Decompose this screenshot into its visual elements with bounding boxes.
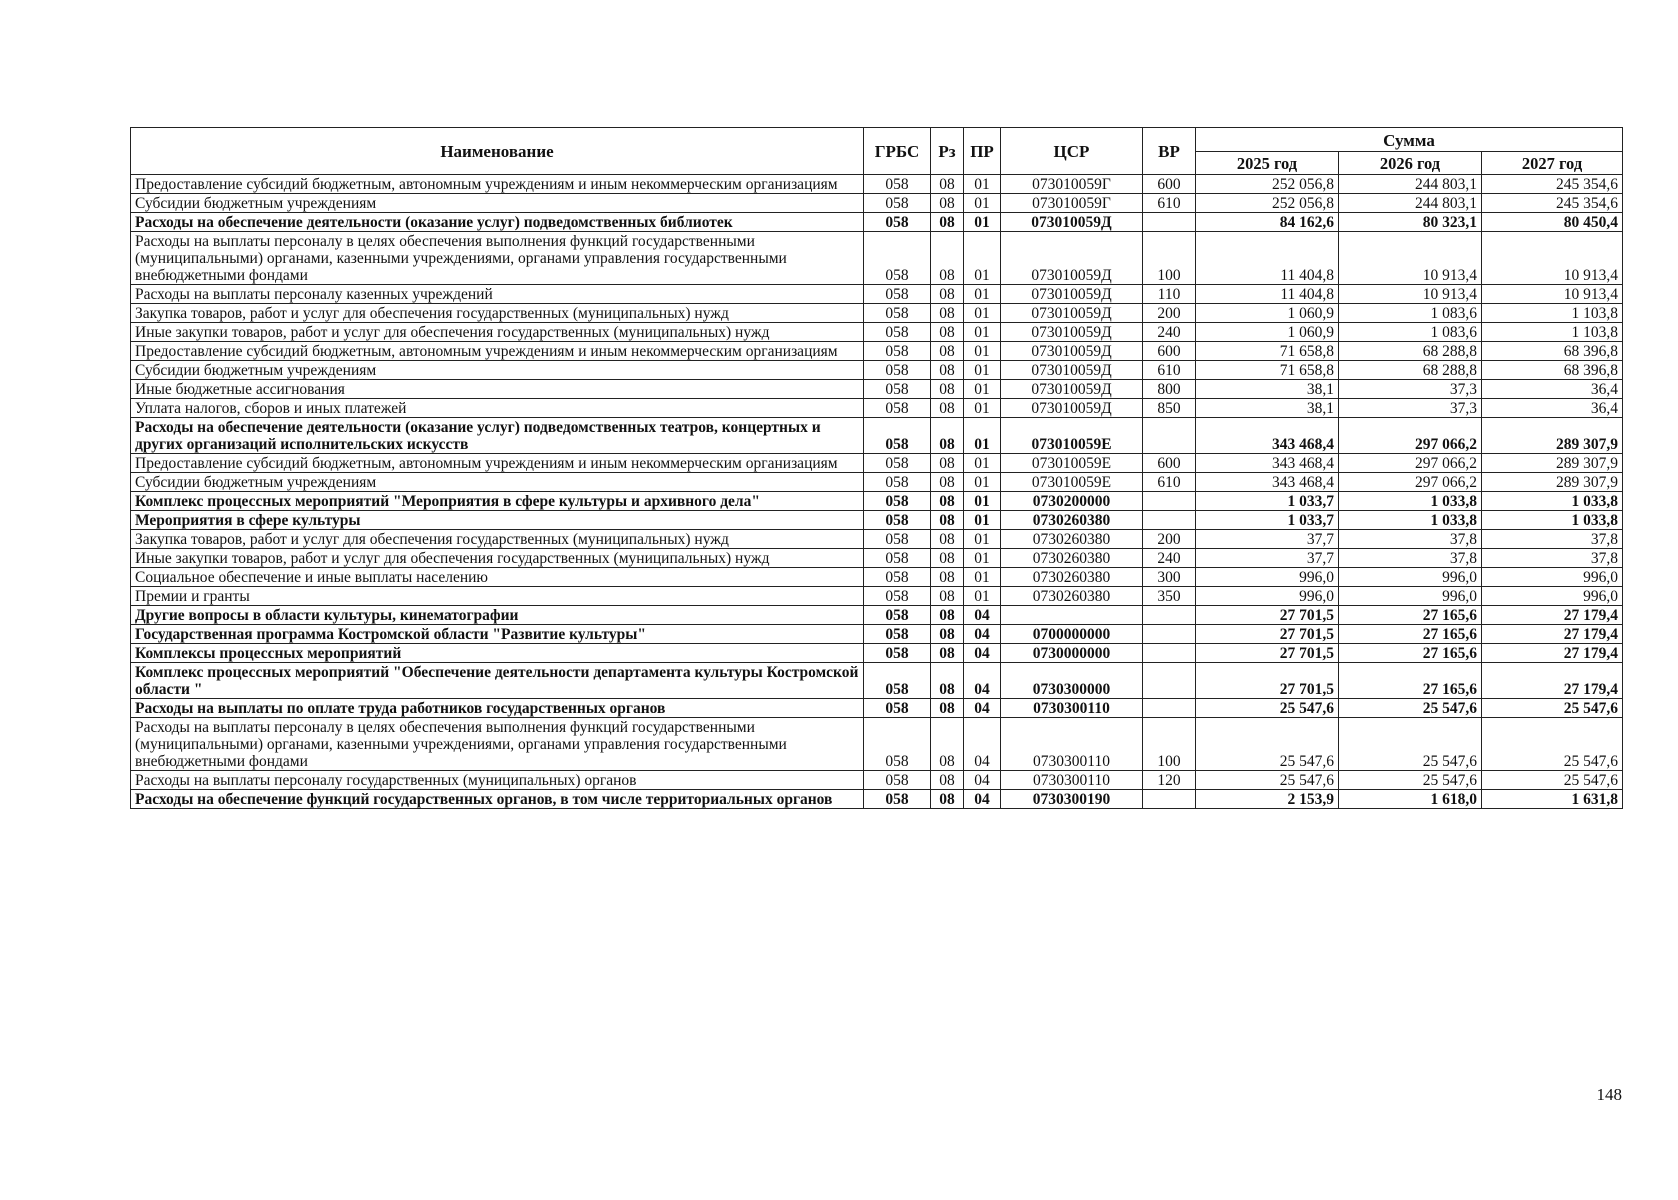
cell-name: Государственная программа Костромской области "Развитие культуры" <box>131 625 864 644</box>
cell-name: Расходы на выплаты по оплате труда работников государственных органов <box>131 699 864 718</box>
cell-name: Иные закупки товаров, работ и услуг для обеспечения государственных (муниципальных) нужд <box>131 323 864 342</box>
cell-vr <box>1143 699 1196 718</box>
cell-grbs: 058 <box>864 587 931 606</box>
cell-pr: 01 <box>964 213 1001 232</box>
cell-csr <box>1001 606 1143 625</box>
cell-grbs: 058 <box>864 549 931 568</box>
table-row <box>131 625 1623 644</box>
table-row <box>131 530 1623 549</box>
cell-2027: 27 179,4 <box>1482 663 1623 699</box>
cell-2025: 25 547,6 <box>1196 718 1339 771</box>
cell-csr: 0730300110 <box>1001 699 1143 718</box>
cell-pr: 01 <box>964 194 1001 213</box>
cell-grbs: 058 <box>864 380 931 399</box>
table-header <box>131 128 1623 175</box>
cell-name: Расходы на обеспечение функций государственных органов, в том числе территориальных органов <box>131 790 864 809</box>
table-row <box>131 771 1623 790</box>
table-row <box>131 194 1623 213</box>
cell-vr: 600 <box>1143 454 1196 473</box>
cell-2027: 27 179,4 <box>1482 625 1623 644</box>
header-year-2026: 2026 год <box>1339 152 1482 175</box>
cell-2026: 996,0 <box>1339 587 1482 606</box>
cell-pr: 01 <box>964 568 1001 587</box>
cell-2027: 25 547,6 <box>1482 771 1623 790</box>
cell-pr: 01 <box>964 380 1001 399</box>
cell-2025: 343 468,4 <box>1196 454 1339 473</box>
cell-vr: 200 <box>1143 530 1196 549</box>
cell-rz: 08 <box>931 606 964 625</box>
cell-grbs: 058 <box>864 530 931 549</box>
cell-2025: 25 547,6 <box>1196 699 1339 718</box>
cell-2025: 2 153,9 <box>1196 790 1339 809</box>
cell-vr <box>1143 606 1196 625</box>
cell-2026: 10 913,4 <box>1339 285 1482 304</box>
table-row <box>131 549 1623 568</box>
cell-2026: 10 913,4 <box>1339 232 1482 285</box>
cell-2025: 37,7 <box>1196 530 1339 549</box>
cell-grbs: 058 <box>864 418 931 454</box>
cell-vr: 610 <box>1143 361 1196 380</box>
cell-vr: 120 <box>1143 771 1196 790</box>
cell-csr: 073010059Д <box>1001 304 1143 323</box>
cell-2025: 996,0 <box>1196 568 1339 587</box>
cell-pr: 01 <box>964 530 1001 549</box>
cell-2027: 27 179,4 <box>1482 606 1623 625</box>
cell-name: Расходы на выплаты персоналу государственных (муниципальных) органов <box>131 771 864 790</box>
table-row <box>131 454 1623 473</box>
table-row <box>131 304 1623 323</box>
cell-csr: 073010059Е <box>1001 473 1143 492</box>
cell-rz: 08 <box>931 644 964 663</box>
cell-2027: 996,0 <box>1482 568 1623 587</box>
cell-vr <box>1143 790 1196 809</box>
cell-csr: 0700000000 <box>1001 625 1143 644</box>
cell-rz: 08 <box>931 549 964 568</box>
cell-rz: 08 <box>931 194 964 213</box>
cell-pr: 01 <box>964 492 1001 511</box>
cell-name: Субсидии бюджетным учреждениям <box>131 194 864 213</box>
cell-pr: 01 <box>964 304 1001 323</box>
cell-name: Комплексы процессных мероприятий <box>131 644 864 663</box>
table-row <box>131 323 1623 342</box>
cell-grbs: 058 <box>864 399 931 418</box>
cell-grbs: 058 <box>864 342 931 361</box>
cell-csr: 073010059Д <box>1001 232 1143 285</box>
cell-pr: 01 <box>964 323 1001 342</box>
cell-rz: 08 <box>931 380 964 399</box>
cell-2027: 289 307,9 <box>1482 418 1623 454</box>
cell-2026: 25 547,6 <box>1339 718 1482 771</box>
cell-2027: 36,4 <box>1482 399 1623 418</box>
cell-name: Комплекс процессных мероприятий "Обеспечение деятельности департамента культуры Костромской области " <box>131 663 864 699</box>
cell-2025: 343 468,4 <box>1196 473 1339 492</box>
cell-pr: 01 <box>964 473 1001 492</box>
cell-grbs: 058 <box>864 718 931 771</box>
cell-rz: 08 <box>931 232 964 285</box>
cell-grbs: 058 <box>864 790 931 809</box>
table-row <box>131 418 1623 454</box>
table-row <box>131 399 1623 418</box>
cell-2027: 25 547,6 <box>1482 718 1623 771</box>
cell-2026: 27 165,6 <box>1339 663 1482 699</box>
cell-name: Иные закупки товаров, работ и услуг для обеспечения государственных (муниципальных) нужд <box>131 549 864 568</box>
table-row <box>131 175 1623 194</box>
cell-grbs: 058 <box>864 771 931 790</box>
cell-rz: 08 <box>931 511 964 530</box>
cell-vr: 300 <box>1143 568 1196 587</box>
cell-2027: 27 179,4 <box>1482 644 1623 663</box>
cell-2025: 38,1 <box>1196 399 1339 418</box>
cell-2025: 1 060,9 <box>1196 323 1339 342</box>
cell-csr: 073010059Д <box>1001 285 1143 304</box>
cell-grbs: 058 <box>864 568 931 587</box>
cell-grbs: 058 <box>864 194 931 213</box>
cell-pr: 01 <box>964 399 1001 418</box>
cell-2025: 1 060,9 <box>1196 304 1339 323</box>
cell-2026: 37,8 <box>1339 530 1482 549</box>
cell-2025: 25 547,6 <box>1196 771 1339 790</box>
cell-pr: 04 <box>964 606 1001 625</box>
cell-2025: 27 701,5 <box>1196 606 1339 625</box>
cell-pr: 01 <box>964 285 1001 304</box>
cell-name: Премии и гранты <box>131 587 864 606</box>
cell-grbs: 058 <box>864 232 931 285</box>
cell-vr: 100 <box>1143 232 1196 285</box>
page-number: 148 <box>1596 1085 1622 1104</box>
cell-vr <box>1143 625 1196 644</box>
cell-rz: 08 <box>931 718 964 771</box>
cell-csr: 073010059Д <box>1001 342 1143 361</box>
cell-csr: 073010059Д <box>1001 361 1143 380</box>
cell-csr: 073010059Е <box>1001 418 1143 454</box>
cell-2025: 84 162,6 <box>1196 213 1339 232</box>
cell-vr: 110 <box>1143 285 1196 304</box>
cell-rz: 08 <box>931 342 964 361</box>
table-body <box>131 175 1623 809</box>
cell-2027: 245 354,6 <box>1482 175 1623 194</box>
cell-grbs: 058 <box>864 699 931 718</box>
cell-name: Расходы на выплаты персоналу в целях обеспечения выполнения функций государственными (муниципальными) органами, казенными учреждениями, органами управления государственными внебюджетными фондами <box>131 232 864 285</box>
header-name: Наименование <box>131 128 864 175</box>
cell-2027: 68 396,8 <box>1482 361 1623 380</box>
cell-rz: 08 <box>931 663 964 699</box>
cell-rz: 08 <box>931 492 964 511</box>
table-row <box>131 473 1623 492</box>
header-grbs: ГРБС <box>864 128 931 175</box>
cell-vr <box>1143 644 1196 663</box>
cell-grbs: 058 <box>864 285 931 304</box>
cell-vr <box>1143 213 1196 232</box>
table-row <box>131 718 1623 771</box>
table-row <box>131 606 1623 625</box>
cell-name: Мероприятия в сфере культуры <box>131 511 864 530</box>
cell-2027: 289 307,9 <box>1482 454 1623 473</box>
table-row <box>131 699 1623 718</box>
cell-2027: 25 547,6 <box>1482 699 1623 718</box>
cell-2026: 37,8 <box>1339 549 1482 568</box>
cell-csr: 0730000000 <box>1001 644 1143 663</box>
cell-vr: 240 <box>1143 323 1196 342</box>
cell-vr <box>1143 492 1196 511</box>
cell-csr: 073010059Д <box>1001 323 1143 342</box>
cell-grbs: 058 <box>864 606 931 625</box>
cell-vr: 610 <box>1143 473 1196 492</box>
cell-name: Расходы на обеспечение деятельности (оказание услуг) подведомственных театров, концертных и других организаций исполнительских искусств <box>131 418 864 454</box>
cell-csr: 0730300190 <box>1001 790 1143 809</box>
cell-2027: 996,0 <box>1482 587 1623 606</box>
cell-csr: 073010059Г <box>1001 194 1143 213</box>
cell-pr: 01 <box>964 454 1001 473</box>
cell-csr: 0730260380 <box>1001 568 1143 587</box>
cell-name: Субсидии бюджетным учреждениям <box>131 473 864 492</box>
cell-2025: 343 468,4 <box>1196 418 1339 454</box>
table-row <box>131 380 1623 399</box>
table-row <box>131 492 1623 511</box>
header-year-2025: 2025 год <box>1196 152 1339 175</box>
cell-pr: 04 <box>964 718 1001 771</box>
table-row <box>131 361 1623 380</box>
cell-pr: 01 <box>964 342 1001 361</box>
cell-2027: 68 396,8 <box>1482 342 1623 361</box>
cell-2025: 996,0 <box>1196 587 1339 606</box>
cell-2027: 80 450,4 <box>1482 213 1623 232</box>
cell-2025: 27 701,5 <box>1196 625 1339 644</box>
cell-2025: 252 056,8 <box>1196 194 1339 213</box>
table-row <box>131 511 1623 530</box>
cell-2026: 996,0 <box>1339 568 1482 587</box>
cell-csr: 0730260380 <box>1001 587 1143 606</box>
cell-csr: 073010059Е <box>1001 454 1143 473</box>
cell-grbs: 058 <box>864 361 931 380</box>
table-row <box>131 644 1623 663</box>
header-sum: Сумма <box>1196 128 1623 152</box>
cell-2026: 297 066,2 <box>1339 418 1482 454</box>
budget-table <box>130 127 1623 809</box>
header-year-2027: 2027 год <box>1482 152 1623 175</box>
cell-2027: 1 631,8 <box>1482 790 1623 809</box>
table-row <box>131 790 1623 809</box>
cell-grbs: 058 <box>864 304 931 323</box>
cell-vr: 610 <box>1143 194 1196 213</box>
table-row <box>131 213 1623 232</box>
cell-name: Закупка товаров, работ и услуг для обеспечения государственных (муниципальных) нужд <box>131 530 864 549</box>
cell-2027: 1 103,8 <box>1482 323 1623 342</box>
cell-name: Предоставление субсидий бюджетным, автономным учреждениям и иным некоммерческим организациям <box>131 342 864 361</box>
cell-2026: 37,3 <box>1339 380 1482 399</box>
cell-rz: 08 <box>931 530 964 549</box>
cell-rz: 08 <box>931 587 964 606</box>
cell-rz: 08 <box>931 285 964 304</box>
cell-vr: 600 <box>1143 342 1196 361</box>
cell-2025: 11 404,8 <box>1196 232 1339 285</box>
cell-csr: 0730260380 <box>1001 549 1143 568</box>
cell-2026: 1 033,8 <box>1339 511 1482 530</box>
cell-grbs: 058 <box>864 213 931 232</box>
cell-vr <box>1143 511 1196 530</box>
cell-pr: 01 <box>964 361 1001 380</box>
cell-2026: 1 083,6 <box>1339 323 1482 342</box>
cell-vr: 350 <box>1143 587 1196 606</box>
cell-pr: 04 <box>964 625 1001 644</box>
cell-2027: 37,8 <box>1482 530 1623 549</box>
cell-name: Другие вопросы в области культуры, кинематографии <box>131 606 864 625</box>
cell-rz: 08 <box>931 790 964 809</box>
cell-2025: 252 056,8 <box>1196 175 1339 194</box>
cell-2026: 1 033,8 <box>1339 492 1482 511</box>
cell-pr: 01 <box>964 418 1001 454</box>
cell-vr: 800 <box>1143 380 1196 399</box>
cell-grbs: 058 <box>864 473 931 492</box>
cell-rz: 08 <box>931 175 964 194</box>
cell-csr: 0730300110 <box>1001 718 1143 771</box>
cell-rz: 08 <box>931 699 964 718</box>
cell-2027: 10 913,4 <box>1482 232 1623 285</box>
cell-rz: 08 <box>931 771 964 790</box>
cell-2027: 37,8 <box>1482 549 1623 568</box>
cell-pr: 01 <box>964 549 1001 568</box>
cell-name: Закупка товаров, работ и услуг для обеспечения государственных (муниципальных) нужд <box>131 304 864 323</box>
cell-2025: 38,1 <box>1196 380 1339 399</box>
cell-vr <box>1143 418 1196 454</box>
table-row <box>131 587 1623 606</box>
cell-2027: 36,4 <box>1482 380 1623 399</box>
cell-2026: 25 547,6 <box>1339 699 1482 718</box>
table-row <box>131 232 1623 285</box>
cell-rz: 08 <box>931 213 964 232</box>
table-row <box>131 285 1623 304</box>
cell-2026: 1 618,0 <box>1339 790 1482 809</box>
cell-pr: 04 <box>964 771 1001 790</box>
cell-vr <box>1143 663 1196 699</box>
header-vr: ВР <box>1143 128 1196 175</box>
cell-2027: 1 033,8 <box>1482 492 1623 511</box>
cell-2025: 27 701,5 <box>1196 663 1339 699</box>
cell-2026: 80 323,1 <box>1339 213 1482 232</box>
cell-rz: 08 <box>931 323 964 342</box>
cell-2026: 68 288,8 <box>1339 342 1482 361</box>
cell-2026: 244 803,1 <box>1339 194 1482 213</box>
cell-csr: 0730300000 <box>1001 663 1143 699</box>
cell-2026: 27 165,6 <box>1339 606 1482 625</box>
cell-grbs: 058 <box>864 175 931 194</box>
cell-2025: 71 658,8 <box>1196 361 1339 380</box>
cell-2026: 244 803,1 <box>1339 175 1482 194</box>
cell-2026: 37,3 <box>1339 399 1482 418</box>
cell-name: Предоставление субсидий бюджетным, автономным учреждениям и иным некоммерческим организациям <box>131 175 864 194</box>
cell-name: Комплекс процессных мероприятий "Мероприятия в сфере культуры и архивного дела" <box>131 492 864 511</box>
cell-vr: 240 <box>1143 549 1196 568</box>
cell-csr: 0730260380 <box>1001 530 1143 549</box>
cell-2025: 37,7 <box>1196 549 1339 568</box>
cell-csr: 073010059Г <box>1001 175 1143 194</box>
cell-name: Субсидии бюджетным учреждениям <box>131 361 864 380</box>
cell-grbs: 058 <box>864 511 931 530</box>
cell-grbs: 058 <box>864 625 931 644</box>
cell-2027: 1 103,8 <box>1482 304 1623 323</box>
cell-vr: 850 <box>1143 399 1196 418</box>
cell-2027: 10 913,4 <box>1482 285 1623 304</box>
cell-grbs: 058 <box>864 454 931 473</box>
table-row <box>131 342 1623 361</box>
cell-vr: 100 <box>1143 718 1196 771</box>
cell-2025: 1 033,7 <box>1196 492 1339 511</box>
table-row <box>131 663 1623 699</box>
cell-2026: 297 066,2 <box>1339 473 1482 492</box>
cell-2026: 297 066,2 <box>1339 454 1482 473</box>
cell-pr: 01 <box>964 511 1001 530</box>
cell-rz: 08 <box>931 454 964 473</box>
cell-name: Расходы на выплаты персоналу в целях обеспечения выполнения функций государственными (муниципальными) органами, казенными учреждениями, органами управления государственными внебюджетными фондами <box>131 718 864 771</box>
cell-name: Расходы на выплаты персоналу казенных учреждений <box>131 285 864 304</box>
cell-rz: 08 <box>931 304 964 323</box>
cell-rz: 08 <box>931 568 964 587</box>
cell-2025: 27 701,5 <box>1196 644 1339 663</box>
cell-rz: 08 <box>931 625 964 644</box>
cell-vr: 200 <box>1143 304 1196 323</box>
cell-pr: 01 <box>964 587 1001 606</box>
cell-rz: 08 <box>931 399 964 418</box>
cell-grbs: 058 <box>864 323 931 342</box>
cell-name: Расходы на обеспечение деятельности (оказание услуг) подведомственных библиотек <box>131 213 864 232</box>
cell-pr: 04 <box>964 699 1001 718</box>
cell-pr: 04 <box>964 663 1001 699</box>
cell-2027: 1 033,8 <box>1482 511 1623 530</box>
cell-rz: 08 <box>931 473 964 492</box>
cell-2027: 245 354,6 <box>1482 194 1623 213</box>
cell-pr: 04 <box>964 644 1001 663</box>
cell-grbs: 058 <box>864 492 931 511</box>
cell-vr: 600 <box>1143 175 1196 194</box>
table-row <box>131 568 1623 587</box>
cell-2026: 25 547,6 <box>1339 771 1482 790</box>
cell-name: Иные бюджетные ассигнования <box>131 380 864 399</box>
cell-rz: 08 <box>931 361 964 380</box>
header-rz: Рз <box>931 128 964 175</box>
cell-2025: 71 658,8 <box>1196 342 1339 361</box>
cell-csr: 0730300110 <box>1001 771 1143 790</box>
cell-csr: 073010059Д <box>1001 399 1143 418</box>
cell-2026: 27 165,6 <box>1339 644 1482 663</box>
cell-pr: 04 <box>964 790 1001 809</box>
header-pr: ПР <box>964 128 1001 175</box>
cell-2025: 11 404,8 <box>1196 285 1339 304</box>
cell-grbs: 058 <box>864 663 931 699</box>
cell-name: Уплата налогов, сборов и иных платежей <box>131 399 864 418</box>
header-csr: ЦСР <box>1001 128 1143 175</box>
cell-csr: 073010059Д <box>1001 380 1143 399</box>
cell-name: Социальное обеспечение и иные выплаты населению <box>131 568 864 587</box>
cell-csr: 0730200000 <box>1001 492 1143 511</box>
cell-pr: 01 <box>964 175 1001 194</box>
cell-2026: 68 288,8 <box>1339 361 1482 380</box>
cell-rz: 08 <box>931 418 964 454</box>
cell-csr: 073010059Д <box>1001 213 1143 232</box>
cell-grbs: 058 <box>864 644 931 663</box>
cell-2025: 1 033,7 <box>1196 511 1339 530</box>
cell-2026: 27 165,6 <box>1339 625 1482 644</box>
cell-2027: 289 307,9 <box>1482 473 1623 492</box>
cell-pr: 01 <box>964 232 1001 285</box>
cell-name: Предоставление субсидий бюджетным, автономным учреждениям и иным некоммерческим организациям <box>131 454 864 473</box>
cell-csr: 0730260380 <box>1001 511 1143 530</box>
cell-2026: 1 083,6 <box>1339 304 1482 323</box>
